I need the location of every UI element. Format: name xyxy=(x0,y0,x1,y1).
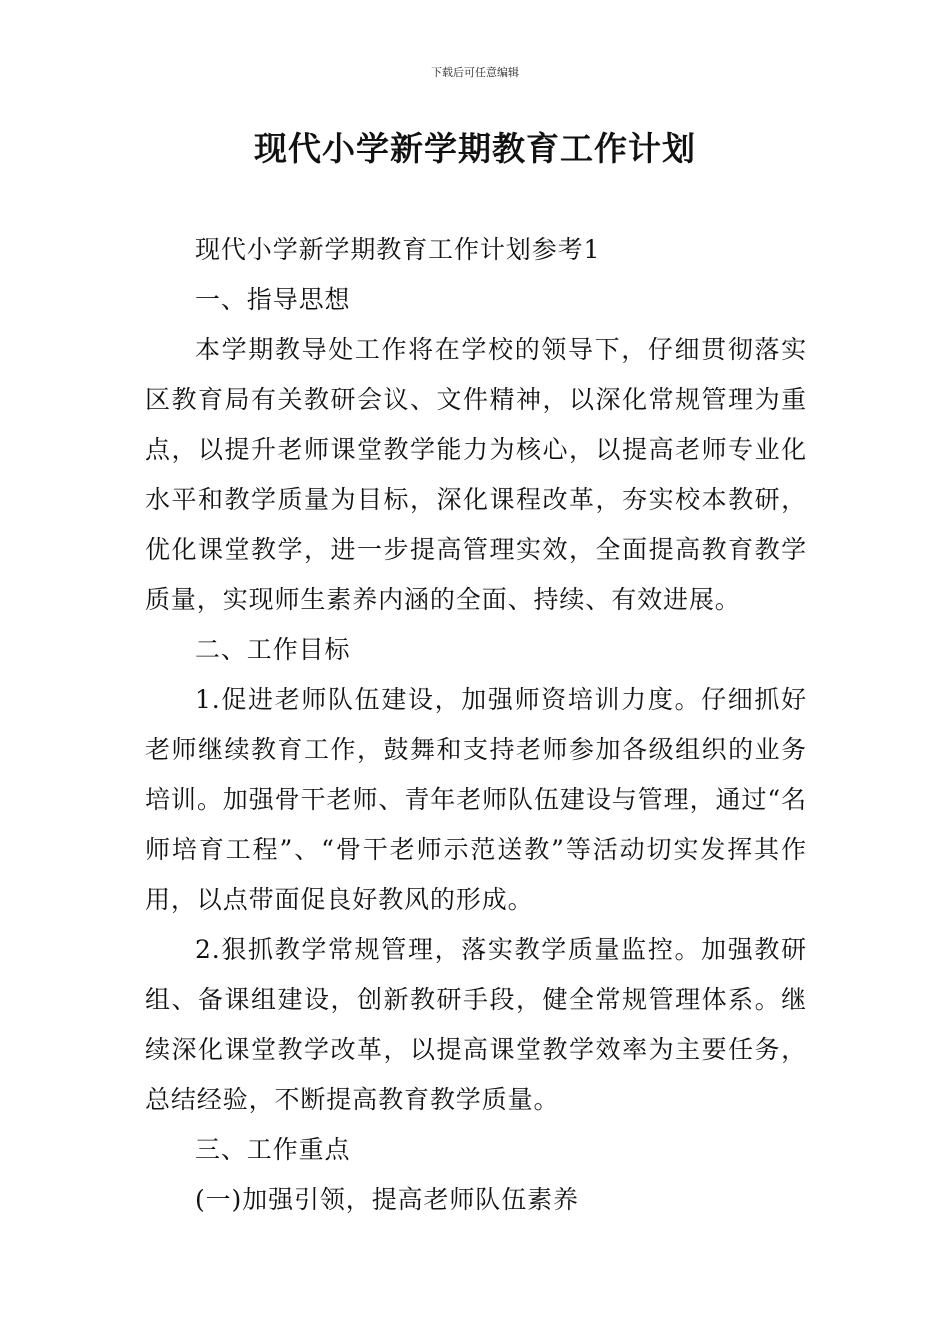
section-heading-guiding-ideology: 一、指导思想 xyxy=(195,285,351,314)
paragraph-goal-1: 1.促进老师队伍建设，加强师资培训力度。仔细抓好老师继续教育工作，鼓舞和支持老师参加各级组织的业务培训。加强骨干老师、青年老师队伍建设与管理，通过“名师培育工程”、“骨干老师示范送教”等活动切实发挥其作用，以点带面促良好教风的形成。 xyxy=(145,685,807,914)
subsection-heading-1: (一)加强引领，提高老师队伍素养 xyxy=(195,1185,579,1214)
document-title: 现代小学新学期教育工作计划 xyxy=(254,129,696,168)
paragraph-subtitle: 现代小学新学期教育工作计划参考1 xyxy=(195,235,601,264)
paragraph-guiding-ideology: 本学期教导处工作将在学校的领导下，仔细贯彻落实区教育局有关教研会议、文件精神，以深化常规管理为重点，以提升老师课堂教学能力为核心，以提高老师专业化水平和教学质量为目标，深化课程改革，夯实校本教研，优化课堂教学，进一步提高管理实效，全面提高教育教学质量，实现师生素养内涵的全面、持续、有效进展。 xyxy=(145,335,807,614)
header-note: 下载后可任意编辑 xyxy=(431,66,519,79)
document-body xyxy=(145,225,807,1225)
section-heading-work-goals: 二、工作目标 xyxy=(195,635,351,664)
paragraph-goal-2: 2.狠抓教学常规管理，落实教学质量监控。加强教研组、备课组建设，创新教研手段，健全常规管理体系。继续深化课堂教学改革，以提高课堂教学效率为主要任务，总结经验，不断提高教育教学质量。 xyxy=(145,935,807,1114)
section-heading-work-focus: 三、工作重点 xyxy=(195,1135,351,1164)
